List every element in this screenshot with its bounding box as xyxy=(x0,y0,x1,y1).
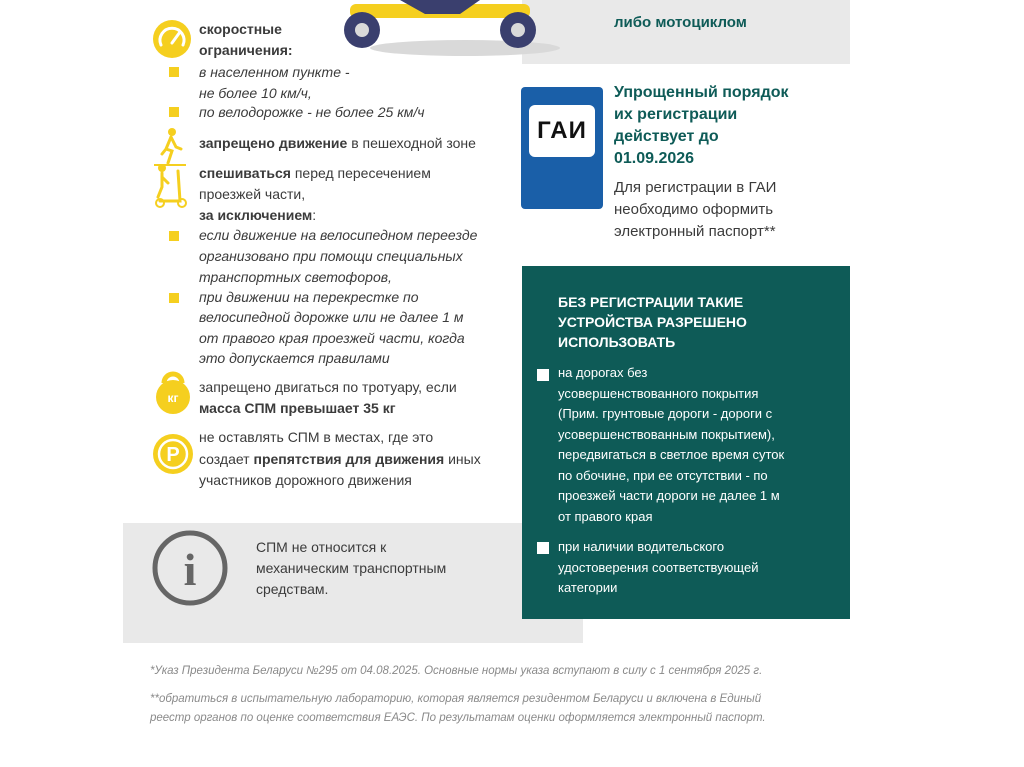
bullet xyxy=(537,542,549,554)
text-line: от правого края xyxy=(558,508,653,524)
speed-title-2: ограничения: xyxy=(199,42,293,58)
banner-text: либо мотоциклом xyxy=(614,14,747,31)
kettlebell-icon-label: кг xyxy=(167,391,179,405)
dismount-line-2: проезжей части, xyxy=(199,186,306,202)
text-line: усовершенствованного покрытия xyxy=(558,385,759,401)
speedometer-icon xyxy=(152,19,192,59)
note-line-2: механическим транспортным xyxy=(256,560,447,576)
speed-item-1a: в населенном пункте - xyxy=(199,64,350,80)
weight-line-1: запрещено двигаться по тротуару, если xyxy=(199,379,457,395)
parking-line-2: создает препятствия для движения иных xyxy=(199,451,481,467)
dismount-exception: за исключением: xyxy=(199,207,317,223)
footnote-1: *Указ Президента Беларуси №295 от 04.08.2025. Основные нормы указа вступают в силу с 1 сентября 2025 г. xyxy=(150,665,763,677)
bullet xyxy=(537,369,549,381)
weight-line-2: масса СПМ превышает 35 кг xyxy=(199,400,396,416)
noreg-item-2 xyxy=(558,537,758,599)
noreg-title-1: БЕЗ РЕГИСТРАЦИИ ТАКИЕ xyxy=(558,294,744,310)
scooter-dismount-icon xyxy=(150,163,192,209)
exception-1c: транспортных светофоров, xyxy=(199,269,392,285)
parking-line-3: участников дорожного движения xyxy=(199,472,412,488)
exception-2a: при движении на перекрестке по xyxy=(199,289,419,305)
exception-2d: это допускается правилами xyxy=(199,350,390,366)
scooter-illustration xyxy=(330,0,590,58)
bullet xyxy=(169,67,179,77)
gai-title-1: Упрощенный порядок xyxy=(614,84,789,101)
noreg-item-1 xyxy=(558,363,784,527)
text-line: по обочине, при ее отсутствии - по xyxy=(558,467,768,483)
gai-sign-label: ГАИ xyxy=(529,105,595,157)
text-line: удостоверения соответствующей xyxy=(558,559,759,575)
info-icon xyxy=(149,529,231,607)
bullet xyxy=(169,107,179,117)
pedestrian-rule: запрещено движение в пешеходной зоне xyxy=(199,135,476,151)
text-line: при наличии водительского xyxy=(558,539,725,554)
gai-body-1: Для регистрации в ГАИ xyxy=(614,179,777,196)
text-line: проезжей части дороги не далее 1 м xyxy=(558,488,780,503)
noreg-title-3: ИСПОЛЬЗОВАТЬ xyxy=(558,334,676,350)
exception-1b: организовано при помощи специальных xyxy=(199,248,463,264)
pedestrian-icon xyxy=(152,127,188,167)
exception-2b: велосипедной дорожке или не далее 1 м xyxy=(199,309,464,325)
gai-title-3: действует до xyxy=(614,128,719,145)
text-line: категории xyxy=(558,580,618,595)
text-line: усовершенствованным покрытием), xyxy=(558,426,775,442)
text-line: на дорогах без xyxy=(558,365,648,380)
noreg-title-2: УСТРОЙСТВА РАЗРЕШЕНО xyxy=(558,314,747,330)
gai-title-2: их регистрации xyxy=(614,106,738,123)
gai-sign xyxy=(521,87,603,209)
text-line: передвигаться в светлое время суток xyxy=(558,447,785,462)
gai-body-2: необходимо оформить xyxy=(614,201,774,218)
note-line-1: СПМ не относится к xyxy=(256,539,387,555)
bullet xyxy=(169,231,179,241)
gai-body-3: электронный паспорт** xyxy=(614,223,776,240)
bullet xyxy=(169,293,179,303)
footnote-2a: **обратиться в испытательную лабораторию, которая является резидентом Беларуси и включена в Единый xyxy=(150,693,762,705)
speed-item-1b: не более 10 км/ч, xyxy=(199,85,312,101)
gai-title-4: 01.09.2026 xyxy=(614,150,695,167)
dismount-line-1: спешиваться перед пересечением xyxy=(199,165,431,181)
parking-icon-label: P xyxy=(166,444,180,466)
kettlebell-icon xyxy=(152,369,194,415)
speed-item-2: по велодорожке - не более 25 км/ч xyxy=(199,104,425,120)
footnote-2b: реестр органов по оценке соответствия ЕАЭС. По результатам оценки оформляется электронный паспорт. xyxy=(150,712,766,724)
parking-icon xyxy=(152,433,194,475)
note-line-3: средствам. xyxy=(256,581,329,597)
text-line: (Прим. грунтовые дороги - дороги с xyxy=(558,406,773,421)
parking-line-1: не оставлять СПМ в местах, где это xyxy=(199,429,434,445)
speed-title-1: скоростные xyxy=(199,21,282,37)
exception-2c: от правого края проезжей части, когда xyxy=(199,330,465,346)
exception-1a: если движение на велосипедном переезде xyxy=(199,227,478,243)
info-icon-label: i xyxy=(183,544,197,595)
